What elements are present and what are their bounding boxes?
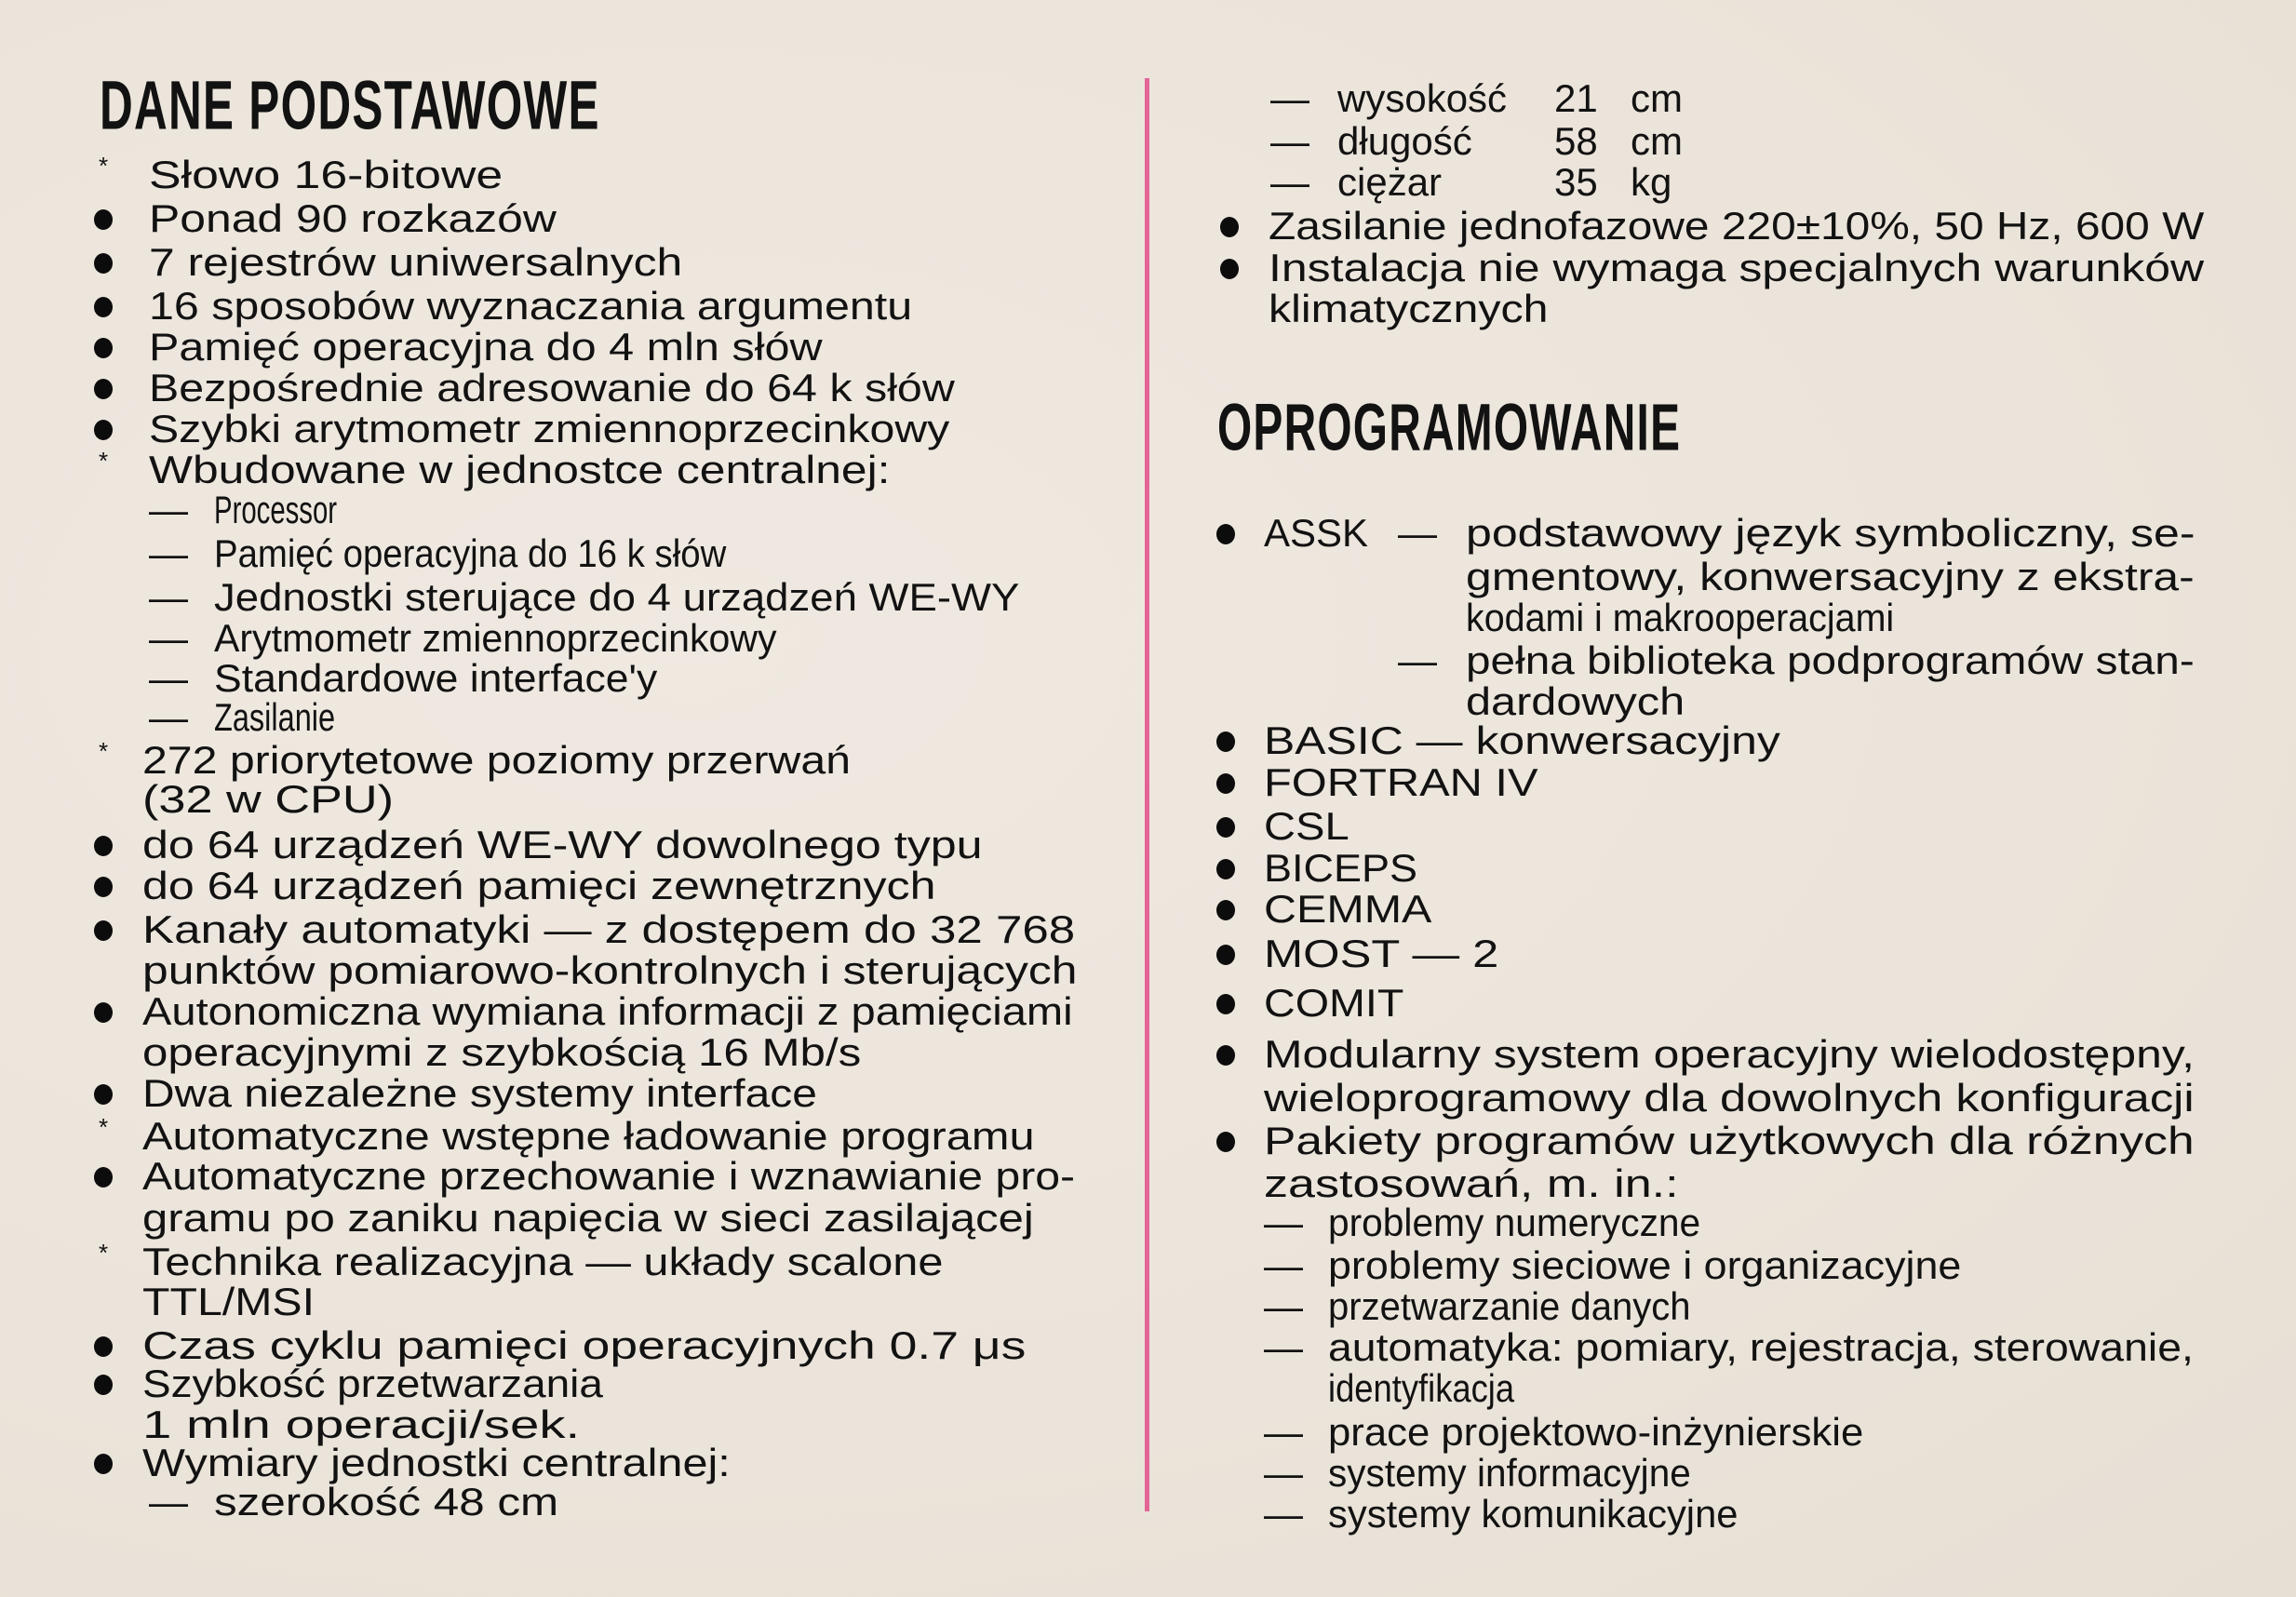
spec-line: Modularny system operacyjny wielodostępny, — [1264, 1032, 2195, 1076]
bullet-dot-icon — [1216, 900, 1235, 920]
dash-marker: — — [1264, 1201, 1303, 1244]
spec-line: Processor — [214, 488, 338, 531]
software-description: dardowych — [1466, 679, 1685, 723]
spec-line: FORTRAN IV — [1264, 760, 1538, 804]
software-description: podstawowy język symboliczny, se- — [1466, 511, 2195, 555]
dash-marker: — — [1264, 1284, 1303, 1328]
bullet-dot-icon — [1216, 524, 1235, 544]
spec-line: (32 w CPU) — [142, 777, 395, 821]
spec-line: problemy numeryczne — [1328, 1201, 1701, 1244]
spec-line: CEMMA — [1264, 887, 1432, 931]
software-description: gmentowy, konwersacyjny z ekstra- — [1466, 555, 2195, 598]
spec-line: wieloprogramowy dla dowolnych konfiguracji — [1264, 1076, 2195, 1120]
spec-line: Jednostki sterujące do 4 urządzeń WE-WY — [214, 575, 1020, 619]
spec-line: Bezpośrednie adresowanie do 64 k słów — [149, 366, 955, 409]
bullet-dot-icon — [1220, 217, 1239, 237]
spec-line: klimatycznych — [1269, 287, 1549, 330]
asterisk-marker: * — [99, 737, 109, 765]
asterisk-marker: * — [99, 1239, 109, 1267]
dash-marker: — — [149, 488, 188, 531]
dash-marker: — — [1270, 76, 1309, 120]
bullet-dot-icon — [94, 1336, 113, 1357]
column-divider — [1145, 78, 1149, 1511]
bullet-dot-icon — [94, 1084, 113, 1105]
spec-line: Pamięć operacyjna do 16 k słów — [214, 531, 727, 575]
bullet-dot-icon — [1216, 731, 1235, 752]
bullet-dot-icon — [94, 297, 113, 317]
dash-marker: — — [149, 575, 188, 619]
spec-line: Wymiary jednostki centralnej: — [142, 1441, 731, 1484]
dimension-value: 35 — [1554, 160, 1598, 204]
bullet-dot-icon — [94, 379, 113, 399]
heading-oprogramowanie: OPROGRAMOWANIE — [1217, 389, 1682, 465]
spec-line: do 64 urządzeń WE-WY dowolnego typu — [142, 823, 983, 866]
dimension-unit: cm — [1631, 76, 1683, 120]
spec-line: Pamięć operacyjna do 4 mln słów — [149, 325, 823, 369]
spec-line: przetwarzanie danych — [1328, 1284, 1691, 1328]
spec-line: BICEPS — [1264, 846, 1418, 890]
dash-marker: — — [1264, 1492, 1303, 1536]
spec-line: Autonomiczna wymiana informacji z pamięciami — [142, 989, 1073, 1033]
bullet-dot-icon — [94, 1454, 113, 1474]
spec-line: 1 mln operacji/sek. — [142, 1402, 581, 1446]
asterisk-marker: * — [99, 152, 109, 180]
spec-line: 272 priorytetowe poziomy przerwań — [142, 738, 851, 782]
spec-line: automatyka: pomiary, rejestracja, sterowanie, — [1328, 1325, 2194, 1369]
spec-line: systemy informacyjne — [1328, 1451, 1691, 1495]
spec-line: Standardowe interface'y — [214, 656, 658, 700]
spec-line: do 64 urządzeń pamięci zewnętrznych — [142, 864, 936, 907]
bullet-dot-icon — [1216, 859, 1235, 879]
spec-line: punktów pomiarowo-kontrolnych i sterujących — [142, 948, 1078, 992]
spec-line: Ponad 90 rozkazów — [149, 196, 557, 240]
dash-marker: — — [149, 531, 188, 575]
bullet-dot-icon — [1216, 1132, 1235, 1152]
bullet-dot-icon — [1216, 1045, 1235, 1066]
spec-line: zastosowań, m. in.: — [1264, 1161, 1679, 1205]
software-description: kodami i makrooperacjami — [1466, 596, 1895, 639]
spec-line: MOST — 2 — [1264, 932, 1499, 975]
spec-line: Wbudowane w jednostce centralnej: — [149, 448, 891, 491]
dash-marker: — — [1264, 1243, 1303, 1287]
spec-line: Szybkość przetwarzania — [142, 1362, 603, 1405]
bullet-dot-icon — [1220, 259, 1239, 279]
spec-line: CSL — [1264, 804, 1349, 848]
bullet-dot-icon — [94, 209, 113, 230]
dash-marker: — — [1264, 1410, 1303, 1454]
spec-line: BASIC — konwersacyjny — [1264, 718, 1780, 762]
bullet-dot-icon — [94, 253, 113, 274]
dimension-value: 58 — [1554, 119, 1598, 163]
bullet-dot-icon — [1216, 994, 1235, 1014]
dash-marker: — — [149, 656, 188, 700]
bullet-dot-icon — [94, 836, 113, 856]
spec-line: problemy sieciowe i organizacyjne — [1328, 1243, 1962, 1287]
bullet-dot-icon — [94, 420, 113, 440]
software-name: ASSK — [1264, 511, 1369, 555]
spec-line: Czas cyklu pamięci operacyjnych 0.7 μs — [142, 1323, 1027, 1367]
spec-line: Dwa niezależne systemy interface — [142, 1071, 817, 1115]
spec-line: operacyjnymi z szybkością 16 Mb/s — [142, 1030, 862, 1074]
dash-marker: — — [1270, 160, 1309, 204]
spec-line: Pakiety programów użytkowych dla różnych — [1264, 1119, 2195, 1162]
bullet-dot-icon — [94, 920, 113, 941]
bullet-dot-icon — [94, 1002, 113, 1023]
bullet-dot-icon — [94, 1167, 113, 1188]
spec-line: Technika realizacyjna — układy scalone — [142, 1240, 944, 1283]
bullet-dot-icon — [94, 877, 113, 897]
software-description: pełna biblioteka podprogramów stan- — [1466, 638, 2195, 682]
spec-line: Arytmometr zmiennoprzecinkowy — [214, 616, 777, 660]
dash-marker: — — [1264, 1451, 1303, 1495]
spec-line: Zasilanie — [214, 695, 336, 739]
dash-marker: — — [1270, 119, 1309, 163]
spec-line: 16 sposobów wyznaczania argumentu — [149, 284, 913, 328]
bullet-dot-icon — [94, 1375, 113, 1395]
spec-line: gramu po zaniku napięcia w sieci zasilającej — [142, 1196, 1034, 1240]
asterisk-marker: * — [99, 447, 109, 475]
bullet-dot-icon — [1216, 817, 1235, 838]
dash-marker: — — [1264, 1325, 1303, 1369]
bullet-dot-icon — [94, 338, 113, 358]
spec-line: Automatyczne wstępne ładowanie programu — [142, 1114, 1035, 1158]
spec-line: Kanały automatyki — z dostępem do 32 768 — [142, 907, 1076, 951]
spec-line: identyfikacja — [1328, 1366, 1515, 1410]
dimension-value: 21 — [1554, 76, 1598, 120]
spec-line: Automatyczne przechowanie i wznawianie pro- — [142, 1154, 1076, 1198]
spec-line: Instalacja nie wymaga specjalnych warunków — [1269, 246, 2205, 289]
dimension-label: wysokość — [1337, 76, 1508, 120]
dash-marker: — — [149, 1480, 188, 1523]
dimension-label: ciężar — [1337, 160, 1443, 204]
spec-line: TTL/MSI — [142, 1280, 316, 1323]
spec-line: szerokość 48 cm — [214, 1480, 559, 1523]
bullet-dot-icon — [1216, 773, 1235, 794]
spec-line: Szybki arytmometr zmiennoprzecinkowy — [149, 407, 950, 450]
spec-line: systemy komunikacyjne — [1328, 1492, 1739, 1536]
heading-dane-podstawowe: DANE PODSTAWOWE — [100, 66, 600, 144]
dash-marker: — — [149, 616, 188, 660]
spec-line: Słowo 16-bitowe — [149, 153, 504, 196]
asterisk-marker: * — [99, 1113, 109, 1141]
spec-line: prace projektowo-inżynierskie — [1328, 1410, 1864, 1454]
dash-marker: — — [1398, 511, 1437, 555]
dimension-unit: kg — [1631, 160, 1672, 204]
spec-line: 7 rejestrów uniwersalnych — [149, 240, 683, 284]
dash-marker: — — [149, 695, 188, 739]
bullet-dot-icon — [1216, 945, 1235, 965]
spec-line: Zasilanie jednofazowe 220±10%, 50 Hz, 600 W — [1269, 204, 2205, 248]
dash-marker: — — [1398, 638, 1437, 682]
spec-line: COMIT — [1264, 981, 1404, 1025]
dimension-unit: cm — [1631, 119, 1683, 163]
dimension-label: długość — [1337, 119, 1472, 163]
